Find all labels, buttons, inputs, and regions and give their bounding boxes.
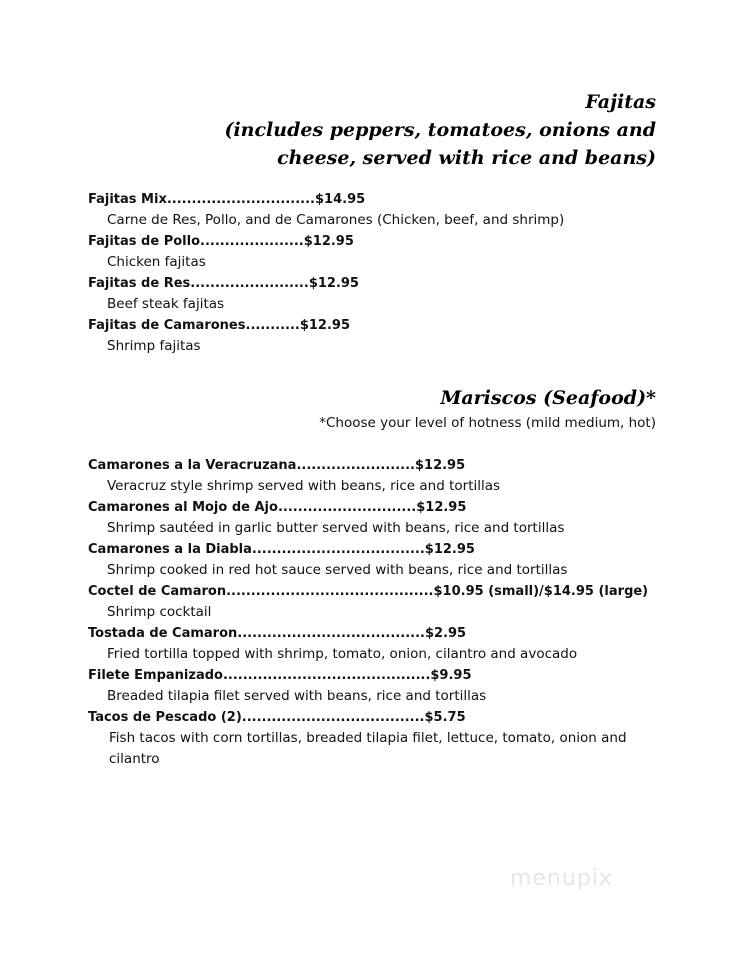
fajitas-subtitle-line-1: (includes peppers, tomatoes, onions and <box>224 119 656 141</box>
menu-item-name-line <box>88 707 648 728</box>
menu-item-name-line <box>88 189 648 210</box>
menu-item-price: $12.95 <box>299 318 350 333</box>
menu-item <box>88 497 648 539</box>
menu-item <box>88 665 648 707</box>
hotness-note: *Choose your level of hotness (mild medium, hot) <box>319 415 656 431</box>
menu-item <box>88 455 648 497</box>
menu-item-name: Filete Empanizado <box>88 668 223 683</box>
menu-item <box>88 707 648 770</box>
menu-item-name: Camarones a la Veracruzana <box>88 458 297 473</box>
mariscos-heading <box>440 384 656 412</box>
menu-item-price: $12.95 <box>308 276 359 291</box>
menu-item <box>88 231 648 273</box>
menu-item-name-line <box>88 231 648 252</box>
fajitas-subtitle-line-2: cheese, served with rice and beans) <box>277 147 656 169</box>
menu-item-dots: ............................ <box>277 500 417 515</box>
menu-item-price: $10.95 (small)/$14.95 (large) <box>433 584 649 599</box>
menu-item-name: Camarones a la Diabla <box>88 542 252 557</box>
menu-item-price: $12.95 <box>303 234 354 249</box>
menu-item <box>88 623 648 665</box>
menu-item-description: Veracruz style shrimp served with beans, rice and tortillas <box>107 478 501 494</box>
fajitas-menu-list <box>88 189 648 357</box>
menu-item-name-line <box>88 623 648 644</box>
menu-item-description: Chicken fajitas <box>107 254 206 270</box>
menu-item-name: Fajitas Mix <box>88 192 167 207</box>
menu-item-description: Fried tortilla topped with shrimp, tomato, onion, cilantro and avocado <box>107 646 578 662</box>
mariscos-menu-list <box>88 455 648 770</box>
menu-item-dots: .......................................... <box>226 584 434 599</box>
menu-item-description: Beef steak fajitas <box>107 296 225 312</box>
menu-item-price: $2.95 <box>424 626 467 641</box>
menu-item-name: Camarones al Mojo de Ajo <box>88 500 278 515</box>
menu-item-dots: ................................... <box>251 542 425 557</box>
menu-item <box>88 189 648 231</box>
menu-item-price: $5.75 <box>424 710 466 725</box>
menu-item-name: Fajitas de Res <box>88 276 191 291</box>
menu-item-dots: ...................................... <box>237 626 425 641</box>
menu-item-name: Tacos de Pescado (2) <box>88 710 242 725</box>
menu-item-name: Tostada de Camaron <box>88 626 238 641</box>
menu-item-name-line <box>88 665 648 686</box>
menu-item-name-line <box>88 581 648 602</box>
menu-item-description: Shrimp cocktail <box>107 604 212 620</box>
menu-item-dots: ..................... <box>200 234 304 249</box>
menu-item-name-line <box>88 497 648 518</box>
menu-item <box>88 273 648 315</box>
menu-item-price: $12.95 <box>416 500 467 515</box>
menu-item <box>88 539 648 581</box>
menu-item-name-line <box>88 455 648 476</box>
menu-item-description: Shrimp sautéed in garlic butter served with beans, rice and tortillas <box>107 520 565 536</box>
menu-item-description: Shrimp fajitas <box>107 338 201 354</box>
fajitas-title: Fajitas <box>585 91 656 113</box>
menu-item-name-line <box>88 273 648 294</box>
menu-item-dots: .......................................... <box>222 668 431 683</box>
menu-item-name: Coctel de Camaron <box>88 584 227 599</box>
menu-item-name: Fajitas de Camarones <box>88 318 246 333</box>
menu-item-dots: .............................. <box>166 192 315 207</box>
menu-item-price: $12.95 <box>414 458 466 473</box>
menu-item-name-line <box>88 315 648 336</box>
menu-item-name-line <box>88 539 648 560</box>
menu-item-dots: ........................ <box>190 276 309 291</box>
menu-item-description: Carne de Res, Pollo, and de Camarones (Chicken, beef, and shrimp) <box>107 212 565 228</box>
menu-item <box>88 315 648 357</box>
menu-item-description: Fish tacos with corn tortillas, breaded tilapia filet, lettuce, tomato, onion and cilantro <box>109 730 627 767</box>
menu-item-dots: ........................ <box>296 458 415 473</box>
menu-item-dots: ..................................... <box>241 710 425 725</box>
menu-item-dots: ........... <box>245 318 300 333</box>
menu-item-price: $9.95 <box>430 668 472 683</box>
mariscos-title: Mariscos (Seafood)* <box>440 387 656 409</box>
menu-item-price: $14.95 <box>315 192 366 207</box>
menu-item-price: $12.95 <box>424 542 475 557</box>
menu-item-name: Fajitas de Pollo <box>88 234 201 249</box>
fajitas-heading <box>224 88 656 172</box>
menupix-watermark: menupix <box>510 866 613 891</box>
menu-item-description: Shrimp cooked in red hot sauce served with beans, rice and tortillas <box>107 562 568 578</box>
menu-item-description: Breaded tilapia filet served with beans, rice and tortillas <box>107 688 487 704</box>
menu-item <box>88 581 648 623</box>
